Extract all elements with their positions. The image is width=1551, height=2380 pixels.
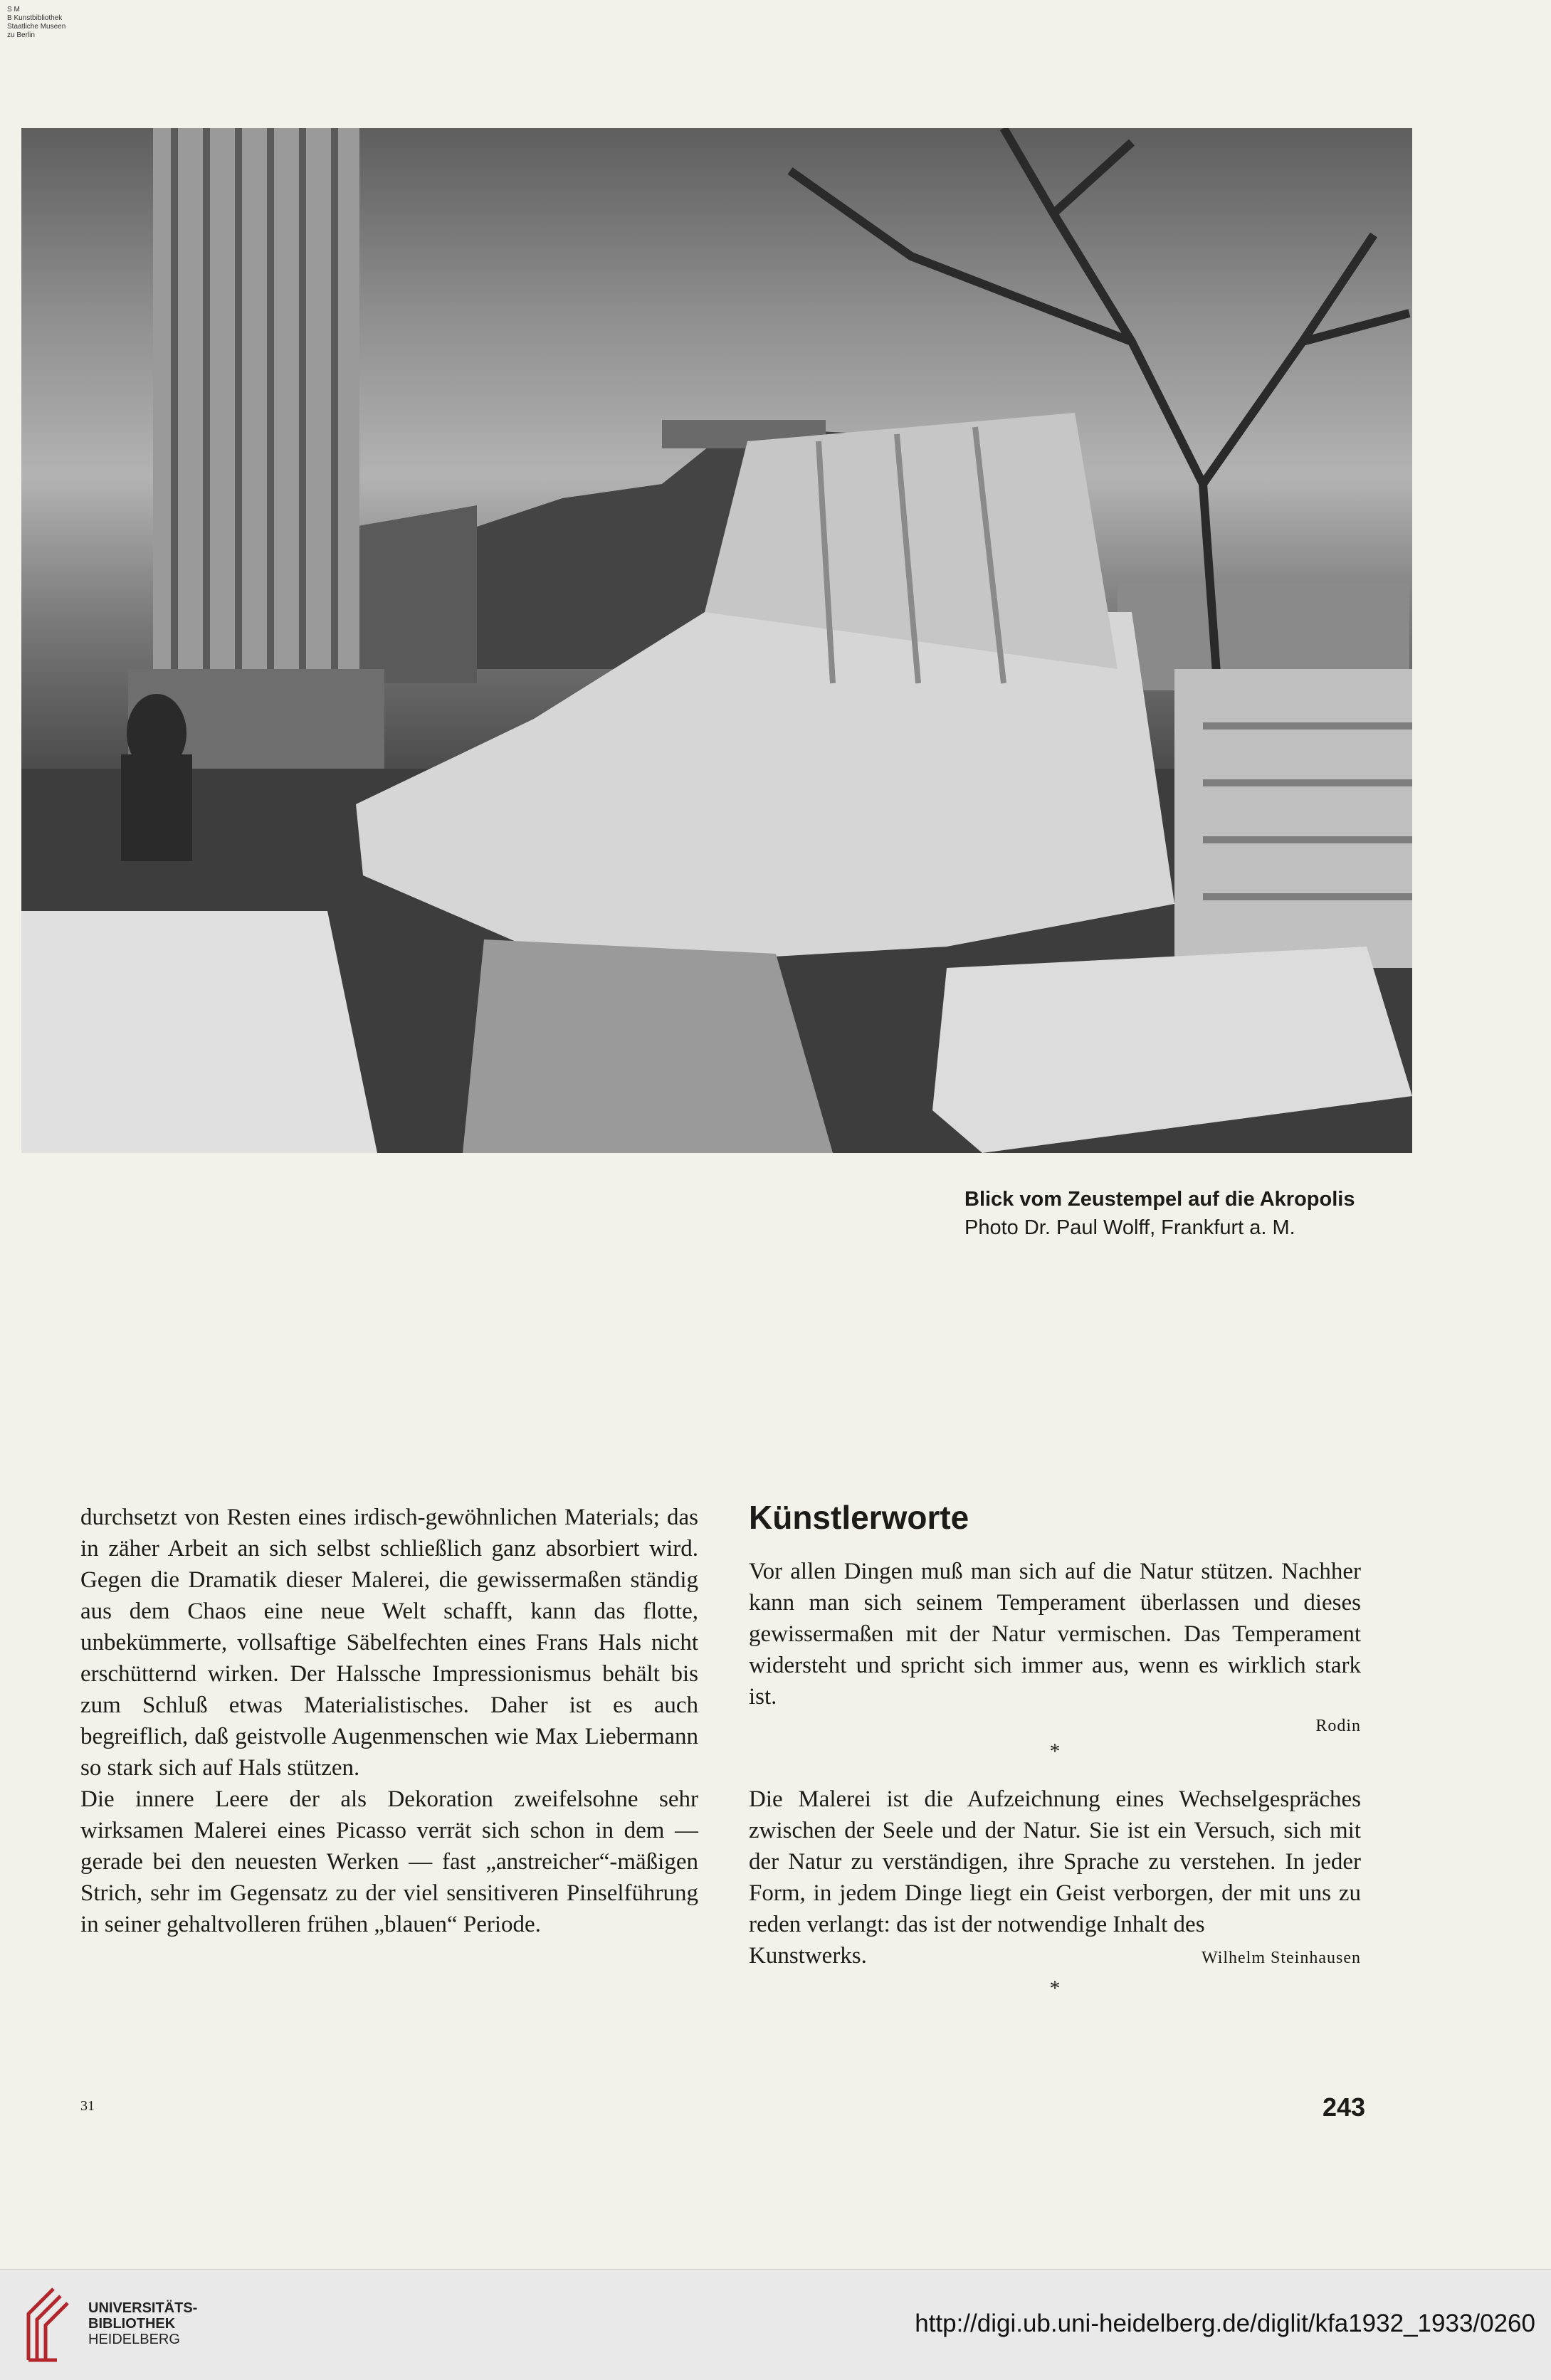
quote-author: Rodin (1315, 1717, 1361, 1735)
library-name-line: BIBLIOTHEK (88, 2316, 176, 2332)
signature-mark: 31 (80, 2098, 95, 2114)
section-heading: Künstlerworte (749, 1499, 969, 1536)
page-number: 243 (1323, 2092, 1366, 2122)
caption-title: Blick vom Zeustempel auf die Akropolis (964, 1188, 1355, 1211)
paragraph: Die innere Leere der als Dekoration zweifelsohne sehr wirksamen Malerei eines Picasso verrät sich schon in dem — gerade bei den neuesten Werken — fast „anstreicher“-mäßigen Strich, sehr im Gegensatz zu der viel sensitiveren Pinselführung in seiner gehaltvolleren frühen „blauen“ Periode. (80, 1786, 698, 1937)
stamp-line: B Kunstbibliothek (7, 14, 63, 22)
stamp-line: zu Berlin (7, 31, 35, 39)
photo-caption (964, 1185, 1355, 1242)
library-name-line: UNIVERSITÄTS- (88, 2300, 198, 2316)
paragraph: durchsetzt von Resten eines irdisch-gewöhnlichen Materials; das in zäher Arbeit an sich selbst schließlich ganz absorbiert wird. Gegen die Dramatik dieser Malerei, die gewissermaßen ständig aus dem Chaos eine neue Welt schafft, kann das flotte, unbekümmerte, vollsaftige Säbelfechten eines Frans Hals nicht erschütternd wirken. Der Halssche Impressionismus behält bis zum Schluß etwas Materialistisches. Daher ist es auch begreiflich, daß geistvolle Augenmenschen wie Max Liebermann so stark sich auf Hals stützen. (80, 1505, 698, 1781)
acropolis-photo (21, 128, 1412, 1153)
quote-author: Wilhelm Steinhausen (1202, 1949, 1361, 1967)
library-stamp (7, 6, 65, 40)
caption-credit: Photo Dr. Paul Wolff, Frankfurt a. M. (964, 1216, 1295, 1239)
footer-bar (0, 2269, 1551, 2380)
source-url-link[interactable]: http://digi.ub.uni-heidelberg.de/diglit/kfa1932_1933/0260 (915, 2310, 1535, 2337)
quote-steinhausen: Die Malerei ist die Aufzeichnung eines Wechselgespräches zwischen der Seele und der Natur. Sie ist ein Versuch, sich mit der Natur zu verständigen, ihre Sprache zu verstehen. In jeder Form, in jedem Dinge liegt ein Geist verborgen, der mit uns zu reden verlangt: das ist der notwendige Inhalt des (749, 1786, 1361, 1937)
library-name-line: HEIDELBERG (88, 2332, 180, 2347)
library-logo-icon (21, 2285, 73, 2364)
photo-illustration (21, 128, 1412, 1153)
quote-end: Kunstwerks. (749, 1943, 867, 1969)
separator-asterisk: * (1049, 1739, 1061, 1763)
library-name (88, 2300, 197, 2347)
quote-rodin: Vor allen Dingen muß man sich auf die Natur stützen. Nachher kann man sich seinem Temperament überlassen und dieses gewissermaßen mit der Natur vermischen. Das Temperament widersteht und spricht sich immer aus, wenn es wirklich stark ist. (749, 1559, 1361, 1710)
quote-last-line (749, 1940, 1361, 1974)
left-column (80, 1502, 698, 1940)
right-column (749, 1497, 1361, 2021)
stamp-line: Staatliche Museen (7, 23, 66, 31)
separator-asterisk: * (1049, 1976, 1061, 2000)
stamp-line: S M (7, 6, 20, 14)
